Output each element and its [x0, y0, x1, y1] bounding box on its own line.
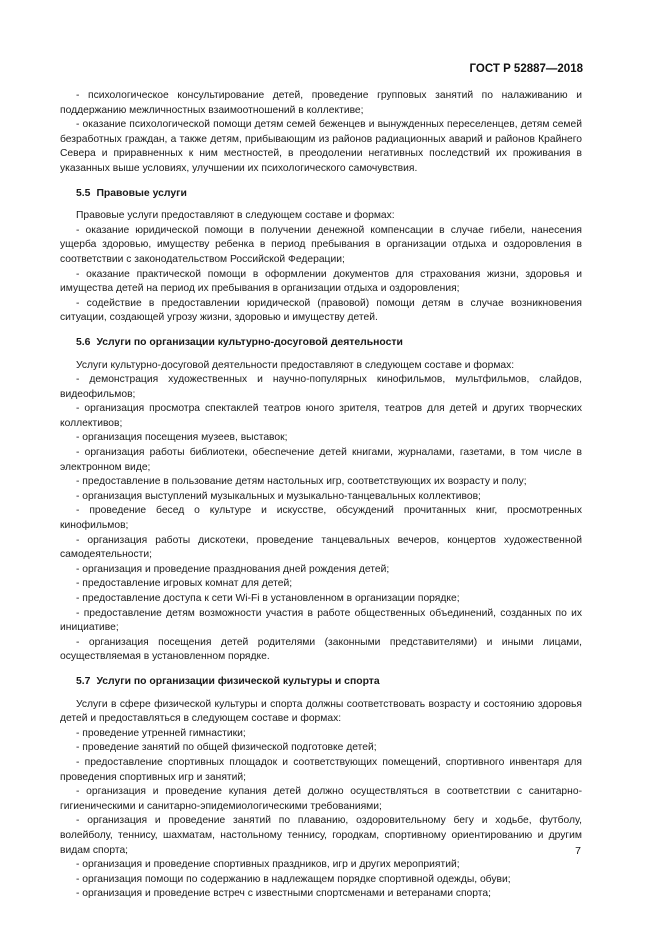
page-number: 7: [575, 845, 581, 857]
section-number: 5.7: [76, 675, 91, 687]
paragraph: Правовые услуги предоставляют в следующем составе и формах:: [76, 210, 395, 222]
paragraph: - проведение бесед о культуре и искусстве, обсуждений прочитанных книг, просмотренных кинофильмов;: [60, 505, 582, 532]
section-heading: [60, 187, 582, 202]
paragraph: - предоставление доступа к сети Wi-Fi в установленном в организации порядке;: [76, 593, 460, 604]
section-heading: [60, 675, 582, 690]
paragraph: - организация посещения детей родителями (законными представителями) и иными лицами, осуществляемая в установленном порядке.: [60, 636, 582, 663]
paragraph: - организация посещения музеев, выставок;: [76, 432, 288, 444]
paragraph: - организация и проведение занятий по плаванию, оздоровительному бегу и ходьбе, футболу, волейболу, теннису, шахматам, настольному теннису, городкам, спортивному ориентированию и другим видам спорта;: [60, 815, 582, 856]
standard-header: ГОСТ Р 52887—2018: [469, 63, 583, 75]
section-heading: [60, 336, 582, 351]
paragraph: - психологическое консультирование детей, проведение групповых занятий по налаживанию и поддержанию межличностных взаимоотношений в коллективе;: [60, 90, 582, 116]
paragraph: - организация просмотра спектаклей театров юного зрителя, театров для детей и других творческих коллективов;: [60, 403, 582, 429]
paragraph: - демонстрация художественных и научно-популярных кинофильмов, мультфильмов, слайдов, видеофильмов;: [60, 374, 582, 400]
paragraph: - организация работы библиотеки, обеспечение детей книгами, журналами, газетами, в том числе в электронном виде;: [60, 447, 582, 473]
section-5-5: [60, 187, 582, 326]
document-body: [60, 89, 582, 902]
section-5-7: [60, 675, 582, 902]
paragraph: - оказание практической помощи в оформлении документов для страхования жизни, здоровья и имущества детей на период их пребывания в организации отдыха и оздоровления;: [60, 268, 582, 295]
paragraph: - предоставление в пользование детям настольных игр, соответствующих их возрасту и полу;: [76, 476, 527, 488]
section-5-6: [60, 336, 582, 665]
paragraph: - оказание психологической помощи детям семей беженцев и вынужденных переселенцев, детям семей безработных граждан, а также детям, прибывающим из районов радиационных аварий и районов Крайнего Севера и приравненных к ним местностей, в преодолении негативных последствий их проживания в указанных выше условиях, улучшении их психологического самочувствия.: [60, 119, 582, 174]
paragraph: - проведение занятий по общей физической подготовке детей;: [76, 742, 377, 754]
paragraph: - организация и проведение спортивных праздников, игр и других мероприятий;: [76, 859, 460, 871]
paragraph: - предоставление игровых комнат для детей;: [76, 578, 293, 590]
paragraph: - организация и проведение купания детей должно осуществляться в соответствии с санитарно-гигиеническими и санитарно-эпидемиологическими требованиями;: [60, 786, 582, 812]
section-number: 5.5: [76, 187, 91, 199]
paragraph: Услуги в сфере физической культуры и спорта должны соответствовать возрасту и состоянию здоровья детей и предоставляться в следующем составе и формах:: [60, 698, 582, 725]
paragraph: - предоставление спортивных площадок и соответствующих помещений, спортивного инвентаря для проведения спортивных игр и занятий;: [60, 756, 582, 783]
paragraph: - содействие в предоставлении юридической (правовой) помощи детям в случае возникновения ситуации, создающей угрозу жизни, здоровью и имуществу детей.: [60, 297, 582, 324]
paragraph: - организация работы дискотеки, проведение танцевальных вечеров, концертов художественной самодеятельности;: [60, 534, 582, 561]
paragraph: - организация выступлений музыкальных и музыкально-танцевальных коллективов;: [76, 490, 481, 502]
paragraph: - организация и проведение празднования дней рождения детей;: [76, 563, 390, 575]
paragraph: - предоставление детям возможности участия в работе общественных объединений, созданных по их инициативе;: [60, 607, 582, 634]
section-number: 5.6: [76, 336, 91, 348]
section-title: Услуги по организации физической культуры и спорта: [96, 675, 380, 687]
paragraph: - оказание юридической помощи в получении денежной компенсации в случае гибели, нанесения ущерба здоровью, имуществу ребенка в период пребывания в организации отдыха и оздоровления в соответствии с законодательством Российской Федерации;: [60, 224, 582, 265]
paragraph: - организация и проведение встреч с известными спортсменами и ветеранами спорта;: [76, 888, 491, 900]
section-title: Услуги по организации культурно-досуговой деятельности: [96, 336, 403, 348]
paragraph: - организация помощи по содержанию в надлежащем порядке спортивной одежды, обуви;: [76, 873, 511, 885]
section-title: Правовые услуги: [96, 187, 187, 199]
paragraph: - проведение утренней гимнастики;: [76, 727, 246, 739]
paragraph: Услуги культурно-досуговой деятельности предоставляют в следующем составе и формах:: [76, 359, 515, 371]
